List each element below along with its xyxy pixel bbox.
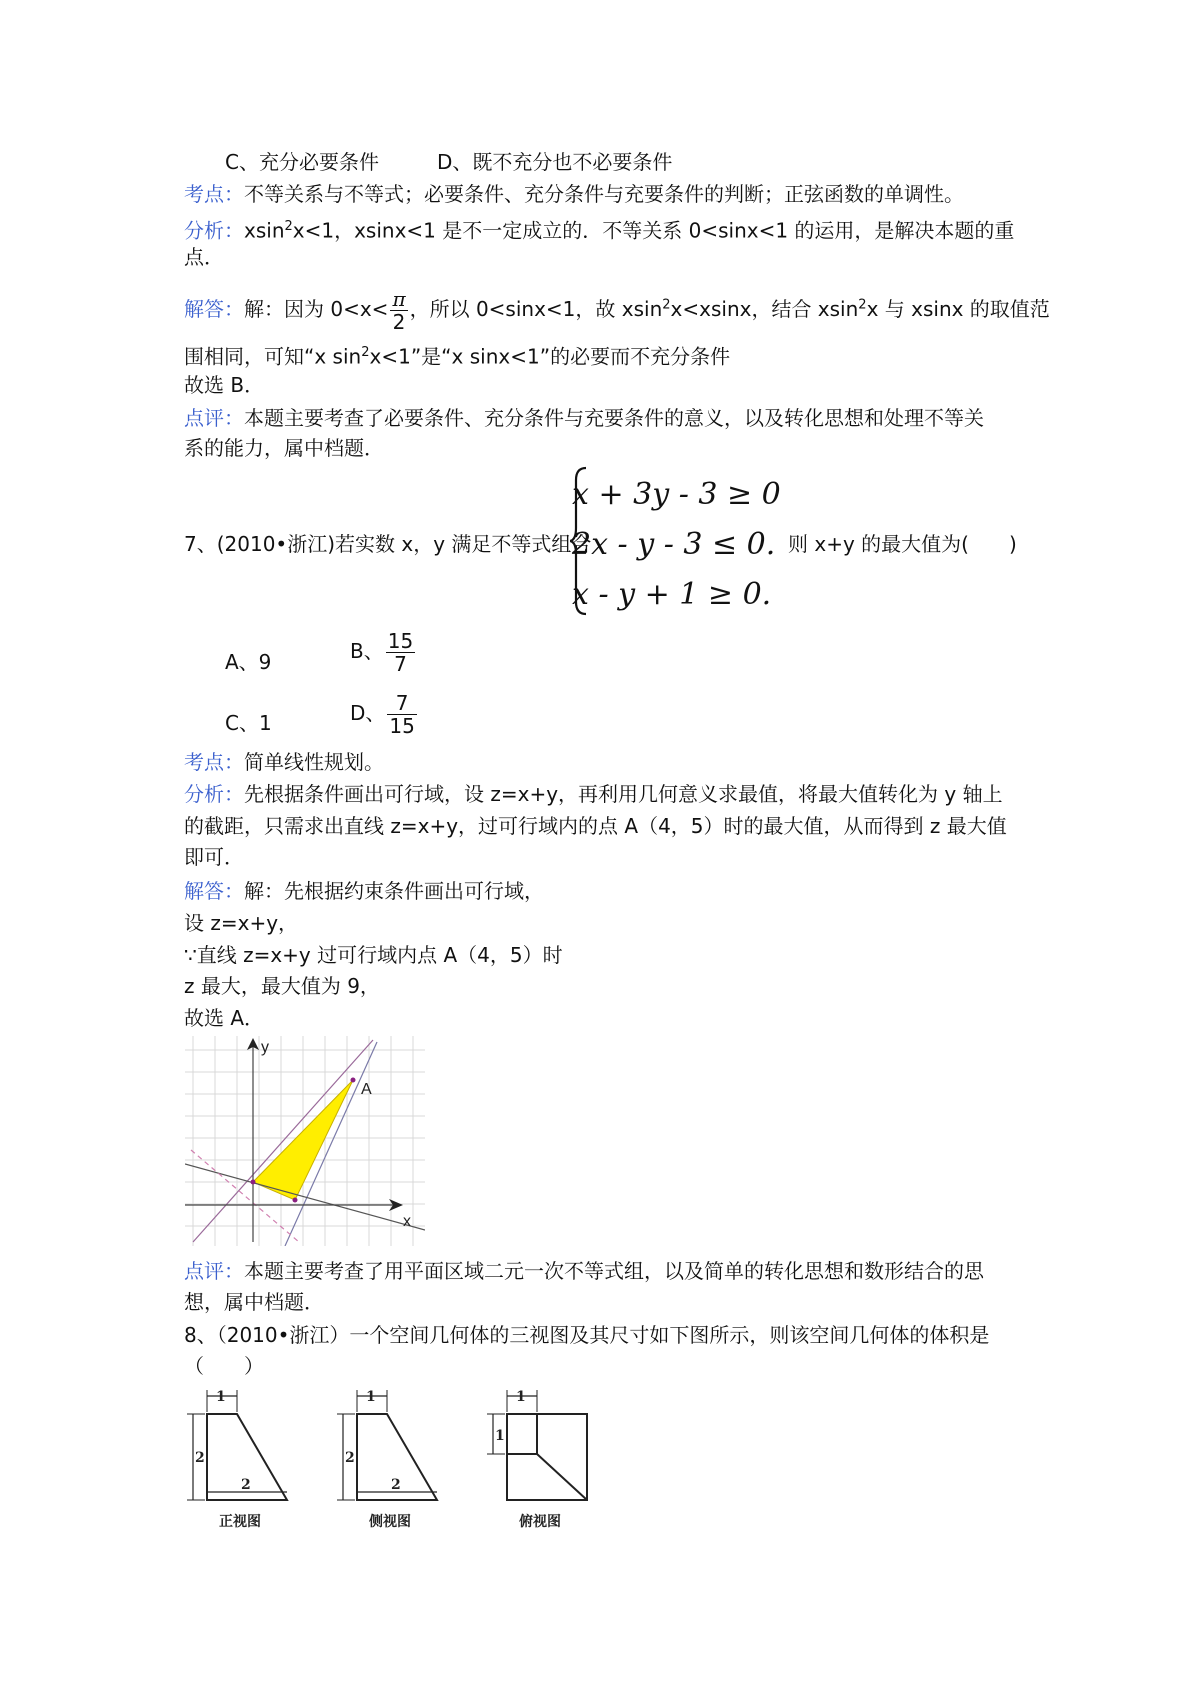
q7-fenxi-line-2: 的截距，只需求出直线 z=x+y，过可行域内的点 A（4，5）时的最大值，从而得到 z 最大值 xyxy=(184,814,1007,838)
q7-jieda-line-2: 设 z=x+y， xyxy=(184,911,299,935)
dim-label-2: 2 xyxy=(391,1477,401,1493)
q8-stem-line-1: 8、（2010•浙江）一个空间几何体的三视图及其尺寸如下图所示，则该空间几何体的体积是 xyxy=(184,1323,990,1347)
front-view-figure xyxy=(185,1388,295,1530)
front-view-caption: 正视图 xyxy=(219,1514,261,1530)
feasible-region-graph xyxy=(185,1036,425,1246)
q7-option-a[interactable]: A、9 xyxy=(225,650,272,674)
vertex-marker xyxy=(293,1198,298,1203)
dim-label-2: 2 xyxy=(241,1477,251,1493)
pi-over-2-fraction xyxy=(390,288,407,333)
q6-kaodian xyxy=(184,180,964,208)
dim-label-1: 1 xyxy=(216,1389,226,1405)
fenxi-text: 先根据条件画出可行域，设 z=x+y，再利用几何意义求最值，将最大值转化为 y 轴上 xyxy=(244,782,1003,806)
top-view-square xyxy=(507,1414,587,1500)
superscript: 2 xyxy=(858,297,867,313)
option-d-fraction xyxy=(387,692,416,737)
q7-dianping-line-2: 想，属中档题． xyxy=(184,1290,324,1314)
superscript: 2 xyxy=(662,297,671,313)
inequality-system xyxy=(572,470,781,620)
x-axis-label: x xyxy=(403,1213,411,1230)
inequality-3: x ‐ y + 1 ≥ 0. xyxy=(572,577,772,612)
q6-jieda-line-2 xyxy=(184,339,730,371)
q7-jieda-line-3: ∵直线 z=x+y 过可行域内点 A（4，5）时 xyxy=(184,943,563,967)
fraction-denominator: 7 xyxy=(394,652,407,676)
fraction-denominator: 15 xyxy=(389,714,415,738)
option-prefix: B、 xyxy=(350,639,384,663)
dim-label-1: 1 xyxy=(516,1389,526,1405)
q7-option-c[interactable]: C、1 xyxy=(225,711,272,735)
kaodian-label: 考点： xyxy=(184,750,244,774)
option-prefix: D、 xyxy=(350,701,386,725)
q6-dianping-line-2: 系的能力，属中档题． xyxy=(184,436,384,460)
kaodian-text: 不等关系与不等式；必要条件、充分条件与充要条件的判断；正弦函数的单调性。 xyxy=(244,182,964,206)
fenxi-label: 分析： xyxy=(184,782,244,806)
kaodian-label: 考点： xyxy=(184,182,244,206)
line-x-y-1 xyxy=(193,1040,373,1242)
superscript: 2 xyxy=(361,345,370,360)
q7-stem-part-2: 则 x+y 的最大值为( ) xyxy=(788,532,1017,556)
q7-fenxi-line-1 xyxy=(184,780,1003,808)
dim-label-1: 1 xyxy=(366,1389,376,1405)
y-axis-label: y xyxy=(261,1039,269,1056)
point-a-marker xyxy=(351,1078,356,1083)
q7-jieda-line-1 xyxy=(184,877,544,905)
jieda-text: x 与 xsinx 的取值范 xyxy=(866,297,1050,321)
q8-stem-line-2: （ ） xyxy=(184,1354,264,1378)
top-view-figure xyxy=(485,1388,595,1530)
jieda-text: 解：因为 0<x< xyxy=(244,297,389,321)
q7-jieda-line-5: 故选 A． xyxy=(184,1006,265,1030)
q7-jieda-line-4: z 最大，最大值为 9， xyxy=(184,974,380,998)
top-view-caption: 俯视图 xyxy=(519,1514,561,1530)
superscript: 2 xyxy=(284,219,293,234)
q7-option-d[interactable] xyxy=(350,692,419,737)
q7-stem-part-1: 7、(2010•浙江)若实数 x，y 满足不等式组合 xyxy=(184,532,592,556)
dim-label-1: 1 xyxy=(495,1428,505,1444)
q7-dianping-line-1 xyxy=(184,1257,984,1285)
side-view-caption: 侧视图 xyxy=(369,1514,411,1530)
jieda-text: x<1”是“x sinx<1”的必要而不充分条件 xyxy=(369,344,731,369)
inequality-1: x + 3y ‐ 3 ≥ 0 xyxy=(572,477,781,512)
fraction-numerator: π xyxy=(392,287,406,311)
q7-fenxi-line-3: 即可． xyxy=(184,845,244,869)
q6-fenxi-line-2: 点． xyxy=(184,245,224,269)
q6-jieda-line-1 xyxy=(184,288,1050,333)
dianping-text: 本题主要考查了必要条件、充分条件与充要条件的意义，以及转化思想和处理不等关 xyxy=(244,406,984,430)
q6-dianping-line-1 xyxy=(184,404,984,432)
q6-jieda-line-3: 故选 B． xyxy=(184,373,265,397)
dianping-text: 本题主要考查了用平面区域二元一次不等式组，以及简单的转化思想和数形结合的思 xyxy=(244,1259,984,1283)
fenxi-text: x<1，xsinx<1 是不一定成立的．不等关系 0<sinx<1 的运用，是解决本题的重 xyxy=(292,218,1015,243)
jieda-text: ，所以 0<sinx<1，故 xsin xyxy=(409,297,663,321)
kaodian-text: 简单线性规划。 xyxy=(244,750,384,774)
fraction-numerator: 7 xyxy=(387,692,416,715)
q6-option-d[interactable]: D、既不充分也不必要条件 xyxy=(437,150,673,174)
dianping-label: 点评： xyxy=(184,1259,244,1283)
inequality-2: 2x ‐ y ‐ 3 ≤ 0. xyxy=(572,527,776,562)
jieda-text: 围相同，可知“x sin xyxy=(184,344,362,369)
vertex-marker xyxy=(251,1180,256,1185)
option-b-fraction xyxy=(386,630,415,675)
q7-option-b[interactable] xyxy=(350,630,417,675)
dim-label-2: 2 xyxy=(195,1450,205,1466)
fraction-numerator: 15 xyxy=(387,629,414,653)
dim-label-2: 2 xyxy=(345,1450,355,1466)
fenxi-text: xsin xyxy=(244,218,285,243)
jieda-text: 解：先根据约束条件画出可行域， xyxy=(244,879,544,903)
jieda-text: x<xsinx，结合 xsin xyxy=(670,297,859,321)
q6-option-c[interactable]: C、充分必要条件 xyxy=(225,150,379,174)
dianping-label: 点评： xyxy=(184,406,244,430)
side-view-figure xyxy=(335,1388,445,1530)
q7-kaodian xyxy=(184,748,384,776)
fraction-denominator: 2 xyxy=(392,310,406,334)
top-view-diagonal xyxy=(537,1454,587,1500)
jieda-label: 解答： xyxy=(184,879,244,903)
point-a-label: A xyxy=(361,1081,372,1098)
jieda-label: 解答： xyxy=(184,297,244,321)
fenxi-label: 分析： xyxy=(184,218,244,243)
q6-fenxi-line-1 xyxy=(184,213,1014,245)
